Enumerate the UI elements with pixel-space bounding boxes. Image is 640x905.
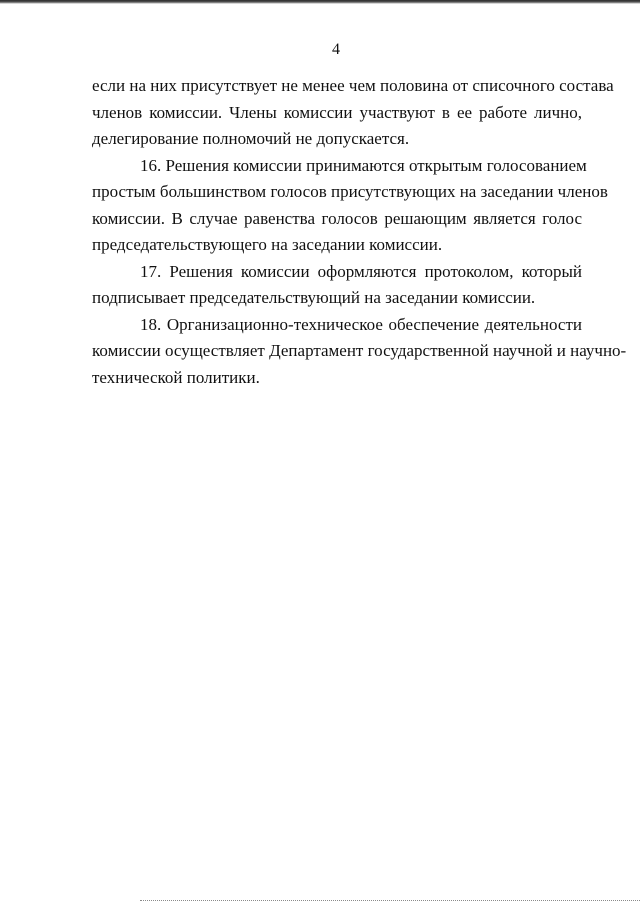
- text-line: комиссии осуществляет Департамент государственной научной и научно-: [92, 341, 627, 360]
- text-line: простым большинством голосов присутствующих на заседании членов: [92, 182, 608, 201]
- scan-top-edge: [0, 0, 640, 4]
- text-line: делегирование полномочий не допускается.: [92, 129, 410, 148]
- text-line: 17. Решения комиссии оформляются протоколом, который: [140, 261, 582, 281]
- text-line: 18. Организационно-техническое обеспечение деятельности: [140, 314, 582, 334]
- text-line: комиссии. В случае равенства голосов решающим является голос: [92, 208, 582, 228]
- text-line: членов комиссии. Члены комиссии участвуют в ее работе лично,: [92, 102, 582, 122]
- text-line: технической политики.: [92, 367, 260, 387]
- text-line: 16. Решения комиссии принимаются открытым голосованием: [140, 155, 587, 175]
- paragraph-17: [92, 259, 582, 312]
- paragraph-15-continuation: [92, 73, 614, 153]
- paragraph-16: [92, 153, 608, 259]
- page-number: 4: [332, 41, 340, 58]
- text-line: если на них присутствует не менее чем половина от списочного состава: [92, 76, 614, 95]
- text-line: председательствующего на заседании комиссии.: [92, 235, 443, 254]
- paragraph-18: [92, 312, 627, 392]
- scan-bottom-edge: [140, 900, 640, 902]
- text-line: подписывает председательствующий на заседании комиссии.: [92, 288, 536, 307]
- document-body: [92, 73, 627, 391]
